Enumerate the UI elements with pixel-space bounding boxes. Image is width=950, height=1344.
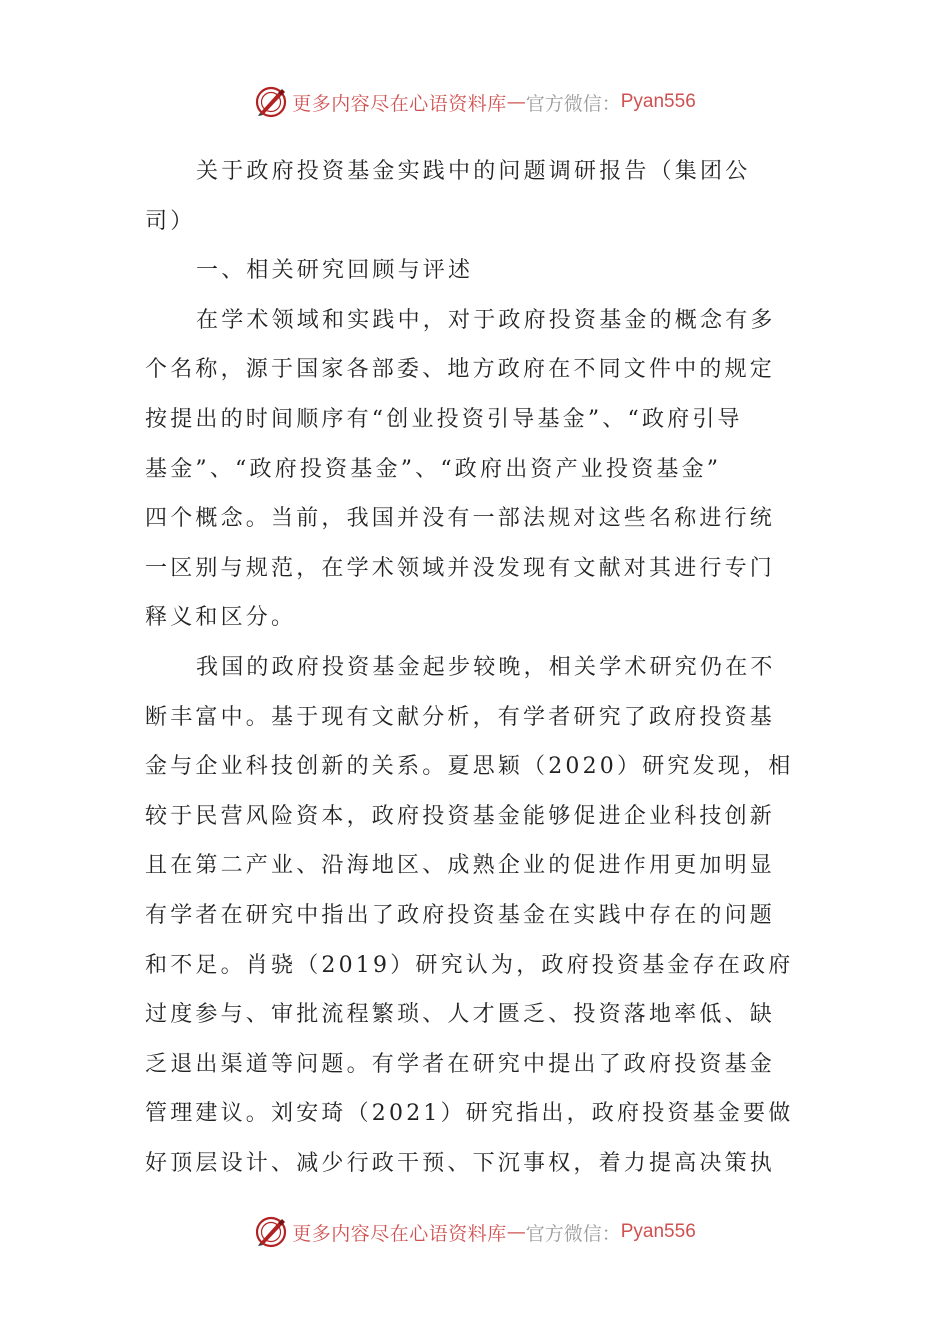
pen-logo-icon: [254, 85, 288, 119]
paragraph-line: 基金”、“政府投资基金”、“政府出资产业投资基金”: [145, 456, 722, 482]
paragraph-line: 乏退出渠道等问题。有学者在研究中提出了政府投资基金: [145, 1051, 776, 1077]
banner-text: 更多内容尽在心语资料库: [292, 1222, 507, 1245]
paragraph-line: 按提出的时间顺序有“创业投资引导基金”、“政府引导: [145, 406, 743, 432]
paragraph-line: 且在第二产业、沿海地区、成熟企业的促进作用更加明显: [145, 853, 776, 879]
banner-dash: —: [506, 91, 526, 113]
document-body: [145, 147, 810, 1188]
footer-watermark-banner: [0, 1212, 950, 1252]
banner-wechat-label: 官方微信：: [525, 92, 621, 115]
paragraph-line: 管理建议。刘安琦（2021）研究指出，政府投资基金要做: [145, 1101, 794, 1127]
paragraph-line: 过度参与、审批流程繁琐、人才匮乏、投资落地率低、缺: [145, 1002, 776, 1028]
paragraph-line: 断丰富中。基于现有文献分析，有学者研究了政府投资基: [145, 704, 776, 730]
title-line: 关于政府投资基金实践中的问题调研报告（集团公: [196, 159, 751, 184]
paragraph-line: 金与企业科技创新的关系。夏思颖（2020）研究发现，相: [145, 754, 794, 780]
paragraph-line: 四个概念。当前，我国并没有一部法规对这些名称进行统: [145, 506, 776, 532]
banner-text: 更多内容尽在心语资料库: [292, 92, 507, 115]
banner-wechat-id: Pyan556: [620, 91, 696, 112]
pen-logo-icon: [254, 1215, 288, 1249]
banner-wechat-id: Pyan556: [620, 1221, 696, 1242]
paragraph-line: 个名称，源于国家各部委、地方政府在不同文件中的规定: [145, 357, 776, 383]
paragraph-line: 释义和区分。: [145, 605, 297, 631]
paragraph-line: 和不足。肖骁（2019）研究认为，政府投资基金存在政府: [145, 952, 794, 978]
paragraph-line: 好顶层设计、减少行政干预、下沉事权，着力提高决策执: [145, 1150, 776, 1176]
header-watermark-banner: [0, 82, 950, 122]
paragraph-line: 较于民营风险资本，政府投资基金能够促进企业科技创新: [145, 803, 776, 829]
paragraph-line: 有学者在研究中指出了政府投资基金在实践中存在的问题: [145, 902, 776, 928]
paragraph-line: 一区别与规范，在学术领域并没发现有文献对其进行专门: [145, 555, 776, 581]
banner-wechat-label: 官方微信：: [525, 1222, 621, 1245]
title-line: 司）: [145, 208, 196, 234]
banner-dash: —: [506, 1221, 526, 1243]
paragraph-line: 在学术领域和实践中，对于政府投资基金的概念有多: [196, 307, 776, 333]
paragraph-line: 我国的政府投资基金起步较晚，相关学术研究仍在不: [196, 654, 776, 680]
section-heading: 一、相关研究回顾与评述: [196, 258, 474, 284]
